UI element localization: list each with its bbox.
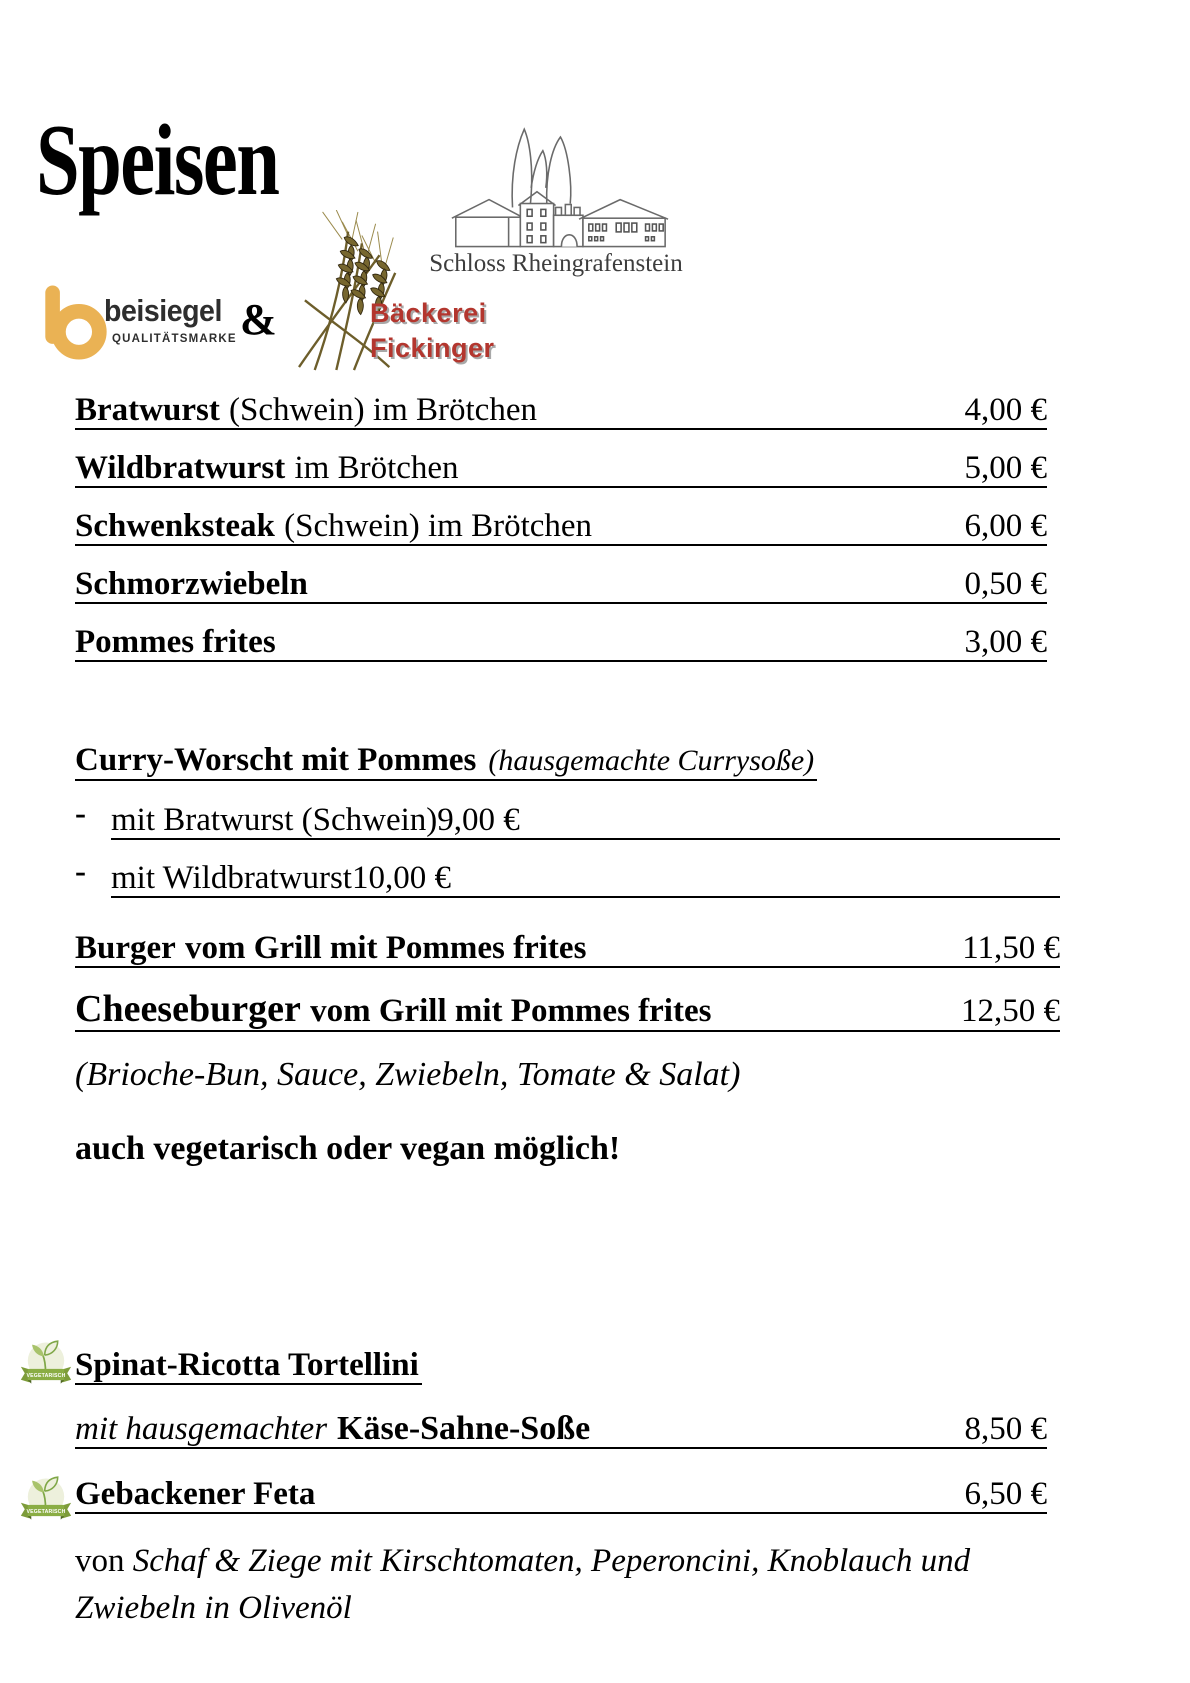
item-name: Cheeseburger (75, 988, 301, 1030)
veggie-option-note: auch vegetarisch oder vegan möglich! (75, 1130, 621, 1167)
option-label: mit Wildbratwurst (111, 860, 352, 896)
item-detail: (Schwein) im Brötchen (229, 392, 537, 428)
section-title: Curry-Worscht mit Pommes (75, 742, 477, 778)
curry-section-header (75, 742, 817, 781)
sauce-prefix: mit hausgemachter (75, 1411, 328, 1447)
bakery-line1: Bäckerei (370, 298, 487, 328)
menu-row-bratwurst (75, 392, 1047, 430)
item-price: 11,50 € (962, 930, 1060, 966)
item-price: 8,50 € (964, 1411, 1047, 1447)
vegetarian-badge-icon (20, 1474, 72, 1528)
menu-row-curry-bratwurst (75, 796, 1060, 840)
beisiegel-subtitle: QUALITÄTSMARKE (112, 333, 237, 345)
item-name: Bratwurst (75, 392, 220, 428)
menu-row-curry-wildbratwurst (75, 854, 1060, 898)
item-detail: vom Grill mit Pommes frites (310, 993, 712, 1029)
ampersand: & (240, 295, 277, 344)
castle-caption: Schloss Rheingrafenstein (429, 250, 683, 277)
page-title: Speisen (36, 104, 279, 217)
bullet-dash: - (75, 854, 86, 890)
castle-illustration (446, 112, 671, 252)
item-detail: im Brötchen (294, 450, 459, 486)
item-detail: (Schwein) im Brötchen (284, 508, 593, 544)
feta-description (75, 1538, 1020, 1632)
item-name: Schwenksteak (75, 508, 275, 544)
bakery-logo-text (370, 296, 495, 366)
option-label: mit Bratwurst (Schwein) (111, 802, 438, 838)
bullet-dash: - (75, 796, 86, 832)
item-name: Wildbratwurst (75, 450, 286, 486)
sauce-name: Käse-Sahne-Soße (337, 1410, 591, 1447)
item-price: 9,00 € (437, 802, 520, 838)
menu-row-tortellini (75, 1347, 422, 1385)
vegetarian-badge-icon (20, 1338, 72, 1392)
beisiegel-b-mark-icon (38, 284, 112, 360)
menu-row-pommes-frites (75, 624, 1047, 662)
item-price: 10,00 € (351, 860, 451, 896)
burger-ingredients-note: (Brioche-Bun, Sauce, Zwiebeln, Tomate & Salat) (75, 1056, 741, 1093)
desc-text: Schaf & Ziege mit Kirschtomaten, Peperoncini, Knoblauch und Zwiebeln in Olivenöl (75, 1543, 971, 1626)
item-name: Pommes frites (75, 624, 276, 660)
menu-row-cheeseburger (75, 988, 1060, 1032)
item-price: 4,00 € (964, 392, 1047, 428)
menu-row-schmorzwiebeln (75, 566, 1047, 604)
item-price: 0,50 € (964, 566, 1047, 602)
item-price: 6,50 € (964, 1476, 1047, 1512)
item-name: Gebackener Feta (75, 1476, 316, 1512)
item-price: 5,00 € (964, 450, 1047, 486)
item-price: 3,00 € (964, 624, 1047, 660)
beisiegel-logo-text: beisiegel (104, 293, 222, 328)
item-name: Spinat-Ricotta Tortellini (75, 1347, 419, 1383)
desc-prefix: von (75, 1543, 125, 1579)
item-price: 12,50 € (961, 993, 1060, 1029)
bakery-line2: Fickinger (370, 333, 495, 363)
menu-row-schwenksteak (75, 508, 1047, 546)
item-name: Schmorzwiebeln (75, 566, 308, 602)
menu-row-burger (75, 930, 1060, 968)
section-note: (hausgemachte Currysoße) (488, 744, 815, 777)
menu-row-feta (75, 1476, 1047, 1514)
item-detail: vom Grill mit Pommes frites (185, 930, 587, 966)
menu-row-tortellini-sauce (75, 1411, 1047, 1449)
menu-row-wildbratwurst (75, 450, 1047, 488)
item-price: 6,00 € (964, 508, 1047, 544)
item-name: Burger (75, 930, 176, 966)
